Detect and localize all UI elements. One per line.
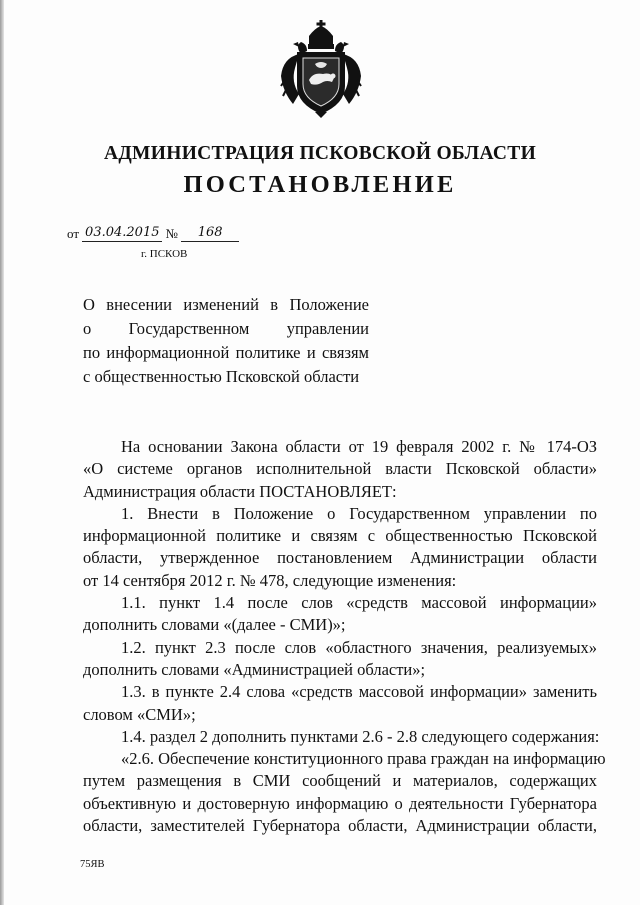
body-line: словом «СМИ»;	[83, 704, 196, 724]
scan-edge	[0, 0, 4, 905]
body-line: дополнить словами «Администрацией области»;	[83, 659, 426, 679]
body-line: дополнить словами «(далее - СМИ)»;	[83, 615, 346, 635]
date-field: 03.04.2015	[82, 225, 162, 242]
body-text	[83, 436, 606, 837]
body-line: На основании Закона области от 19 февраля 2002 г. № 174-ОЗ	[121, 437, 597, 456]
document-type: ПОСТАНОВЛЕНИЕ	[183, 171, 457, 198]
body-line: 1.4. раздел 2 дополнить пунктами 2.6 - 2.8 следующего содержания:	[121, 726, 600, 746]
city: г. ПСКОВ	[141, 248, 188, 260]
body-line: 1.3. в пункте 2.4 слова «средств массовой информации» заменить	[121, 682, 597, 702]
body-line: 1. Внести в Положение о Государственном управлении по	[121, 503, 597, 523]
coat-of-arms-icon	[279, 20, 363, 118]
body-line: Администрация области ПОСТАНОВЛЯЕТ:	[83, 481, 397, 501]
body-line: информационной политике и связям с общественностью Псковской	[83, 526, 597, 546]
date-prefix: от	[67, 226, 80, 241]
date-number-line	[67, 225, 239, 242]
number-prefix: №	[165, 226, 178, 241]
body-line: от 14 сентября 2012 г. № 478, следующие изменения:	[83, 570, 457, 590]
footer-code: 75ЯВ	[80, 859, 105, 870]
body-line: области, утвержденное постановлением Администрации области	[83, 548, 597, 568]
subject-line: о Государственном управлении	[83, 319, 369, 338]
body-line: 1.1. пункт 1.4 после слов «средств массовой информации»	[121, 593, 597, 613]
body-line: «2.6. Обеспечение конституционного права граждан на информацию	[121, 749, 606, 769]
number-field: 168	[181, 225, 239, 242]
body-line: «О системе органов исполнительной власти Псковской области»	[83, 459, 597, 479]
subject-block	[83, 293, 369, 389]
organization-title: АДМИНИСТРАЦИЯ ПСКОВСКОЙ ОБЛАСТИ	[103, 143, 537, 164]
body-line: объективную и достоверную информацию о деятельности Губернатора	[83, 793, 597, 813]
body-line: 1.2. пункт 2.3 после слов «областного значения, реализуемых»	[121, 637, 597, 657]
subject-line: с общественностью Псковской области	[83, 367, 360, 386]
body-line: путем размещения в СМИ сообщений и материалов, содержащих	[83, 771, 597, 791]
body-line: области, заместителей Губернатора области, Администрации области,	[83, 816, 597, 836]
subject-line: по информационной политике и связям	[83, 343, 369, 362]
subject-line: О внесении изменений в Положение	[83, 295, 369, 314]
